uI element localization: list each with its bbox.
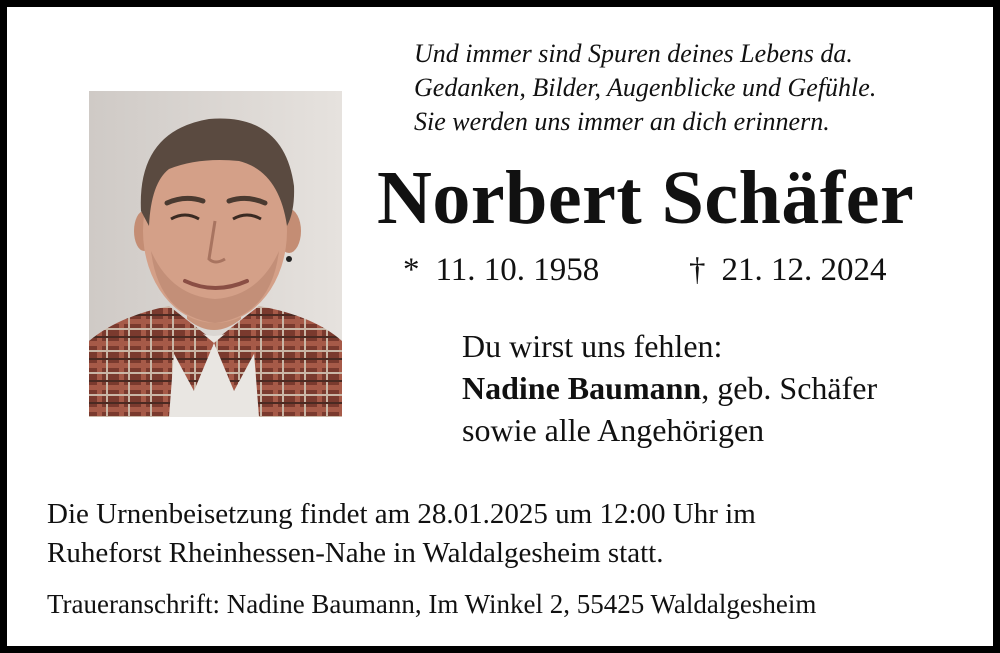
poem	[414, 37, 994, 139]
mourners-primary	[462, 367, 992, 409]
poem-line: Sie werden uns immer an dich erinnern.	[414, 107, 830, 136]
burial-info	[47, 495, 977, 573]
burial-line: Ruheforst Rheinhessen-Nahe in Waldalgesheim statt.	[47, 537, 664, 569]
mourners-others: sowie alle Angehörigen	[462, 412, 765, 448]
death-date-group	[689, 249, 887, 291]
poem-line: Und immer sind Spuren deines Lebens da.	[414, 39, 853, 68]
deceased-name: Norbert Schäfer	[377, 156, 915, 240]
burial-line: Die Urnenbeisetzung findet am 28.01.2025 um 12:00 Uhr im	[47, 498, 756, 530]
birth-star-icon: *	[403, 252, 420, 288]
mourner-name: Nadine Baumann	[462, 370, 702, 406]
mourners-intro: Du wirst uns fehlen:	[462, 328, 723, 364]
poem-line: Gedanken, Bilder, Augenblicke und Gefühle.	[414, 73, 877, 102]
birth-date-group	[403, 249, 599, 291]
death-cross-icon: †	[689, 252, 706, 288]
mourners-block	[462, 325, 992, 451]
portrait-photo	[89, 91, 342, 417]
birth-date: 11. 10. 1958	[435, 252, 600, 288]
death-date: 21. 12. 2024	[721, 252, 887, 288]
mourner-birth-name: , geb. Schäfer	[701, 370, 878, 406]
portrait-illustration	[89, 91, 342, 417]
life-dates	[403, 249, 963, 293]
mourning-address: Traueranschrift: Nadine Baumann, Im Winkel 2, 55425 Waldalgesheim	[47, 589, 817, 619]
